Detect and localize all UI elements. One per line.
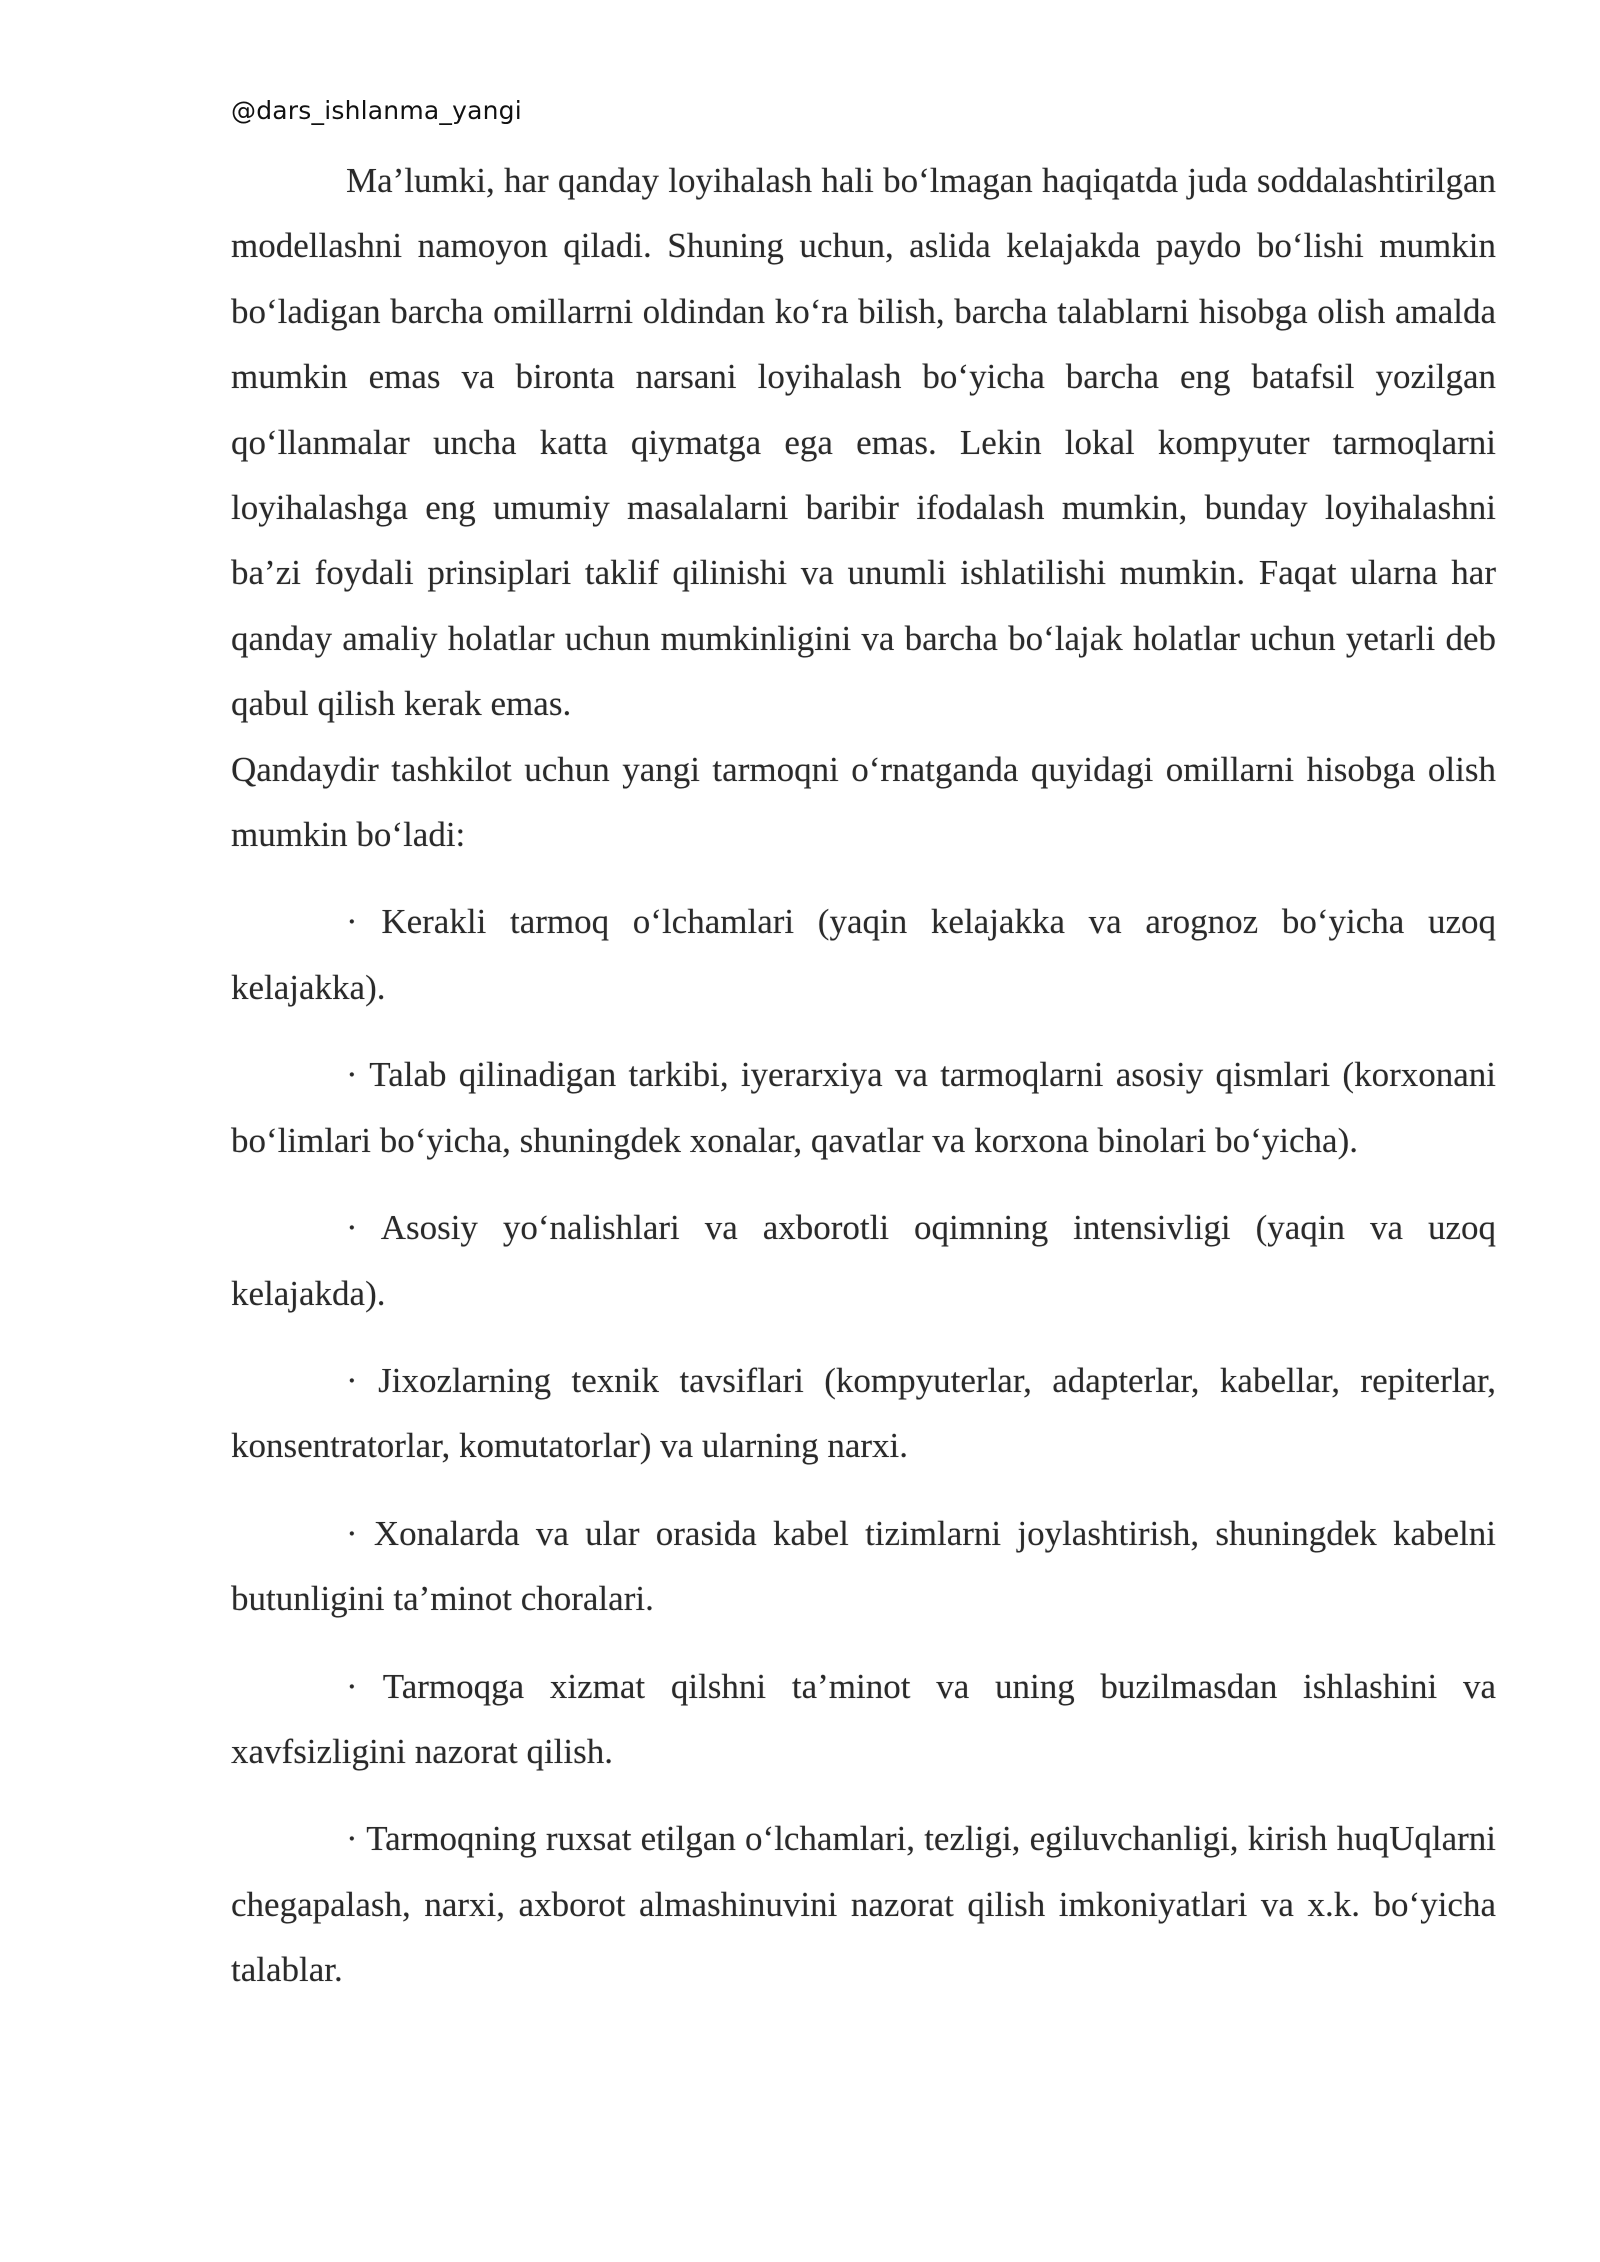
list-item: [231, 1806, 1496, 2002]
factors-list: [231, 889, 1496, 2002]
bullet-mark: ·: [346, 1208, 358, 1248]
body-text: [231, 148, 1496, 2025]
list-item-text: Jixozlarning texnik tavsiflari (kompyuterlar, adapterlar, kabellar, repiterlar, konsentratorlar, komutatorlar) va ularning narxi.: [231, 1360, 1496, 1466]
bullet-mark: ·: [346, 1819, 358, 1859]
list-item: [231, 1348, 1496, 1479]
header-handle: @dars_ishlanma_yangi: [231, 96, 522, 125]
list-item: [231, 1654, 1496, 1785]
list-item-text: Kerakli tarmoq o‘lchamlari (yaqin kelajakka va arognoz bo‘yicha uzoq kelajakka).: [231, 902, 1496, 1007]
list-item-text: Tarmoqning ruxsat etilgan o‘lchamlari, tezligi, egiluvchanligi, kirish huqUqlarni chegapalash, narxi, axborot almashinuvini nazorat qilish imkoniyatlari va x.k. bo‘yicha talablar.: [231, 1819, 1496, 1990]
bullet-mark: ·: [346, 1360, 358, 1400]
bullet-mark: ·: [346, 1666, 358, 1706]
list-item: [231, 1042, 1496, 1173]
list-item: [231, 889, 1496, 1020]
list-item-text: Tarmoqga xizmat qilshni ta’minot va uning buzilmasdan ishlashini va xavfsizligini nazorat qilish.: [231, 1666, 1496, 1771]
list-item: [231, 1195, 1496, 1326]
factors-lead-paragraph: Qandaydir tashkilot uchun yangi tarmoqni o‘rnatganda quyidagi omillarni hisobga olish mumkin bo‘ladi:: [231, 749, 1496, 855]
list-item-text: Asosiy yo‘nalishlari va axborotli oqimning intensivligi (yaqin va uzoq kelajakda).: [231, 1208, 1496, 1313]
list-item-text: Xonalarda va ular orasida kabel tizimlarni joylashtirish, shuningdek kabelni butunligini ta’minot choralari.: [231, 1513, 1497, 1619]
bullet-mark: ·: [346, 1055, 358, 1095]
list-item-text: Talab qilinadigan tarkibi, iyerarxiya va tarmoqlarni asosiy qismlari (korxonani bo‘limlari bo‘yicha, shuningdek xonalar, qavatlar va korxona binolari bo‘yicha).: [231, 1055, 1496, 1160]
list-item: [231, 1501, 1496, 1632]
intro-paragraph: Ma’lumki, har qanday loyihalash hali bo‘lmagan haqiqatda juda soddalashtirilgan modellashni namoyon qiladi. Shuning uchun, aslida kelajakda paydo bo‘lishi mumkin bo‘ladigan barcha omillarrni oldindan ko‘ra bilish, barcha talablarni hisobga olish amalda mumkin emas va bironta narsani loyihalash bo‘yicha barcha eng batafsil yozilgan qo‘llanmalar uncha katta qiymatga ega emas. Lekin lokal kompyuter tarmoqlarni loyihalashga eng umumiy masalalarni baribir ifodalash mumkin, bunday loyihalashni ba’zi foydali prinsiplari taklif qilinishi va unumli ishlatilishi mumkin. Faqat ularna har qanday amaliy holatlar uchun mumkinligini va barcha bo‘lajak holatlar uchun yetarli deb qabul qilish kerak emas.: [231, 161, 1496, 724]
bullet-mark: ·: [346, 1513, 358, 1553]
bullet-mark: ·: [346, 902, 358, 942]
